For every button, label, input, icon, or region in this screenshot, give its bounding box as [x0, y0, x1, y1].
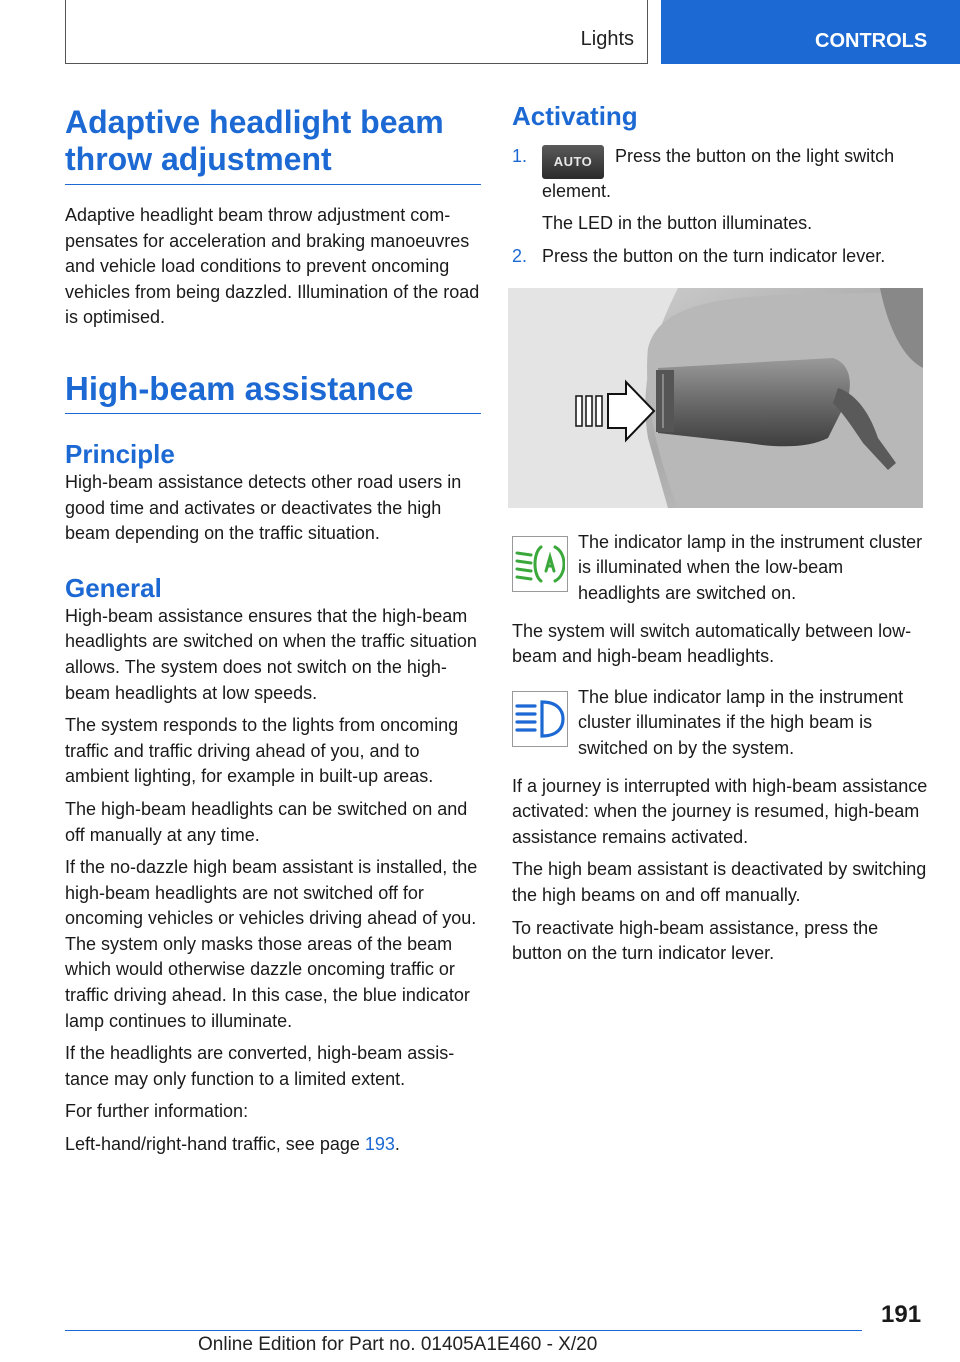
general-text-4: If the no-dazzle high beam assistant is installed, the high-beam headlights are not switched off for oncoming vehicles or vehicles driving ahead of you. The system only masks those areas of the beam which would otherwise dazzle oncoming traffic or traffic driving ahead. In this case, the blue indicator lamp continues to illuminate. — [65, 857, 478, 1031]
turn-indicator-lever-photo — [508, 288, 923, 508]
reference-text: Left-hand/right-hand traffic, see page — [65, 1134, 365, 1155]
step-2-number: 2. — [512, 246, 528, 267]
right-column — [512, 100, 930, 974]
footer-edition: Online Edition for Part no. 01405A1E460 - X/20 — [198, 1334, 598, 1355]
general-text-5: If the headlights are converted, high-beam assistance may only function to a limited extent. — [65, 1043, 455, 1089]
auto-switch-text: The system will switch automatically between low-beam and high-beam headlights. — [512, 620, 912, 667]
reference-end: . — [394, 1134, 400, 1155]
footer-divider — [65, 1330, 862, 1331]
heading-principle: Principle — [65, 438, 175, 469]
step-1-note: The LED in the button illuminates. — [542, 212, 813, 233]
heading-activating: Activating — [512, 101, 638, 131]
beam-throw-text: Adaptive headlight beam throw adjustment compensates for acceleration and braking manoeuvres and vehicle load conditions to prevent oncoming vehicles from being dazzled. Illumination of the road is optimised. — [65, 205, 480, 328]
high-beam-indicator-text: The blue indicator lamp in the instrument cluster illuminates if the high beam is switched on by the system. — [578, 686, 904, 758]
title-beam-throw: Adaptive headlight beam throw adjustment — [65, 104, 481, 185]
low-beam-indicator-text: The indicator lamp in the instrument cluster is illuminated when the low-beam headlights are switched on. — [578, 531, 923, 603]
page-number: 191 — [881, 1301, 922, 1328]
activation-steps — [512, 144, 930, 270]
heading-general: General — [65, 572, 162, 603]
left-column — [65, 104, 481, 1165]
deactivation-text: The high beam assistant is deactivated by switching the high beams on and off manually. — [512, 859, 927, 905]
step-1 — [512, 144, 930, 236]
reactivation-text: To reactivate high-beam assistance, press the button on the turn indicator lever. — [512, 917, 879, 964]
header-tab-controls[interactable] — [661, 0, 960, 64]
high-beam-indicator-icon — [512, 691, 568, 747]
principle-text: High-beam assistance detects other road users in good time and activates or deactivates the high beam depending on the traffic situation. — [65, 471, 462, 544]
header-section-title: Lights — [580, 28, 634, 50]
page-reference — [65, 1132, 481, 1158]
low-beam-indicator-row — [512, 530, 930, 607]
journey-interrupted-text: If a journey is interrupted with high-beam assistance activated: when the journey is resumed, high-beam assistance remains activated. — [512, 775, 928, 847]
step-2 — [512, 244, 930, 270]
page-link-193[interactable]: 193 — [364, 1134, 395, 1155]
general-text-2: The system responds to the lights from oncoming traffic and traffic driving ahead of you, and to ambient lighting, for example in built-up areas. — [65, 715, 459, 787]
general-text-3: The high-beam headlights can be switched on and off manually at any time. — [65, 798, 468, 845]
header-tab-label: CONTROLS — [815, 30, 928, 52]
low-beam-assist-indicator-icon — [512, 536, 568, 592]
step-1-text: Press the button on the light switch element. — [542, 146, 895, 201]
step-1-number: 1. — [512, 146, 528, 166]
general-text-6: For further information: — [65, 1101, 249, 1122]
general-text-1: High-beam assistance ensures that the high-beam headlights are switched on when the traffic situation allows. The system does not switch on the high-beam headlights at low speeds. — [65, 605, 477, 703]
title-high-beam-assistance: High-beam assistance — [65, 370, 481, 414]
high-beam-indicator-row — [512, 685, 930, 762]
auto-button-icon: AUTO — [542, 145, 604, 179]
step-2-text: Press the button on the turn indicator lever. — [542, 246, 886, 267]
